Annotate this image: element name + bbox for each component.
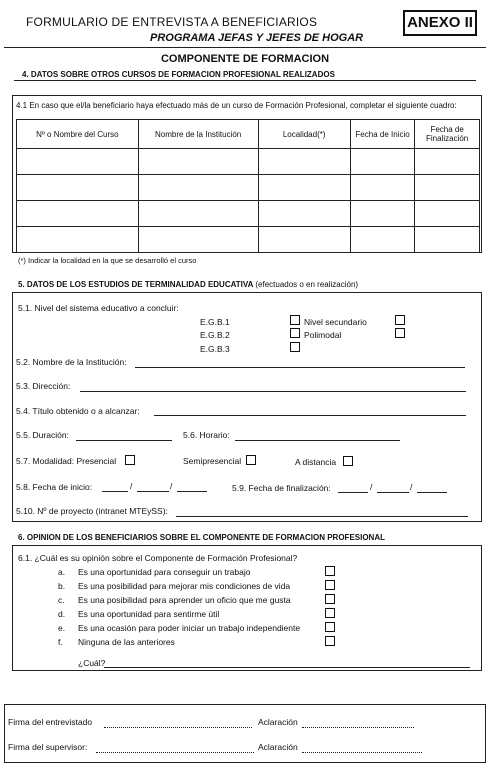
program-subtitle: PROGRAMA JEFAS Y JEFES DE HOGAR [150, 32, 364, 44]
supervisor-signature-label: Firma del supervisor: [8, 742, 88, 752]
date-separator: / [410, 482, 413, 492]
question-4-1: 4.1 En caso que el/la beneficiario haya efectuado más de un curso de Formación Profesional, completar el siguiente cuadro: [16, 101, 457, 110]
table-cell[interactable] [350, 175, 414, 201]
option-text: Es una ocasión para poder iniciar un trabajo independiente [78, 623, 301, 633]
section6-box [12, 545, 482, 671]
distancia-label: A distancia [295, 457, 337, 467]
option-text: Ninguna de las anteriores [78, 637, 175, 647]
table-cell[interactable] [138, 149, 258, 175]
question-6-1: 6.1. ¿Cuál es su opinión sobre el Componente de Formación Profesional? [18, 553, 298, 563]
col-locality: Localidad(*) [258, 120, 350, 149]
interviewee-aclaracion-field[interactable] [302, 727, 414, 728]
table-cell[interactable] [258, 227, 350, 253]
table-cell[interactable] [138, 201, 258, 227]
table-cell[interactable] [415, 175, 480, 201]
address-field[interactable] [80, 391, 466, 392]
question-5-4: 5.4. Título obtenido o a alcanzar: [16, 406, 140, 416]
option-letter: d. [58, 609, 66, 619]
courses-table [16, 119, 480, 253]
supervisor-aclaracion-field[interactable] [302, 752, 422, 753]
option-e-checkbox[interactable] [325, 622, 335, 632]
question-5-10: 5.10. Nº de proyecto (intranet MTEySS): [16, 506, 168, 516]
signature-box [4, 704, 486, 763]
table-row [17, 175, 480, 201]
date-separator: / [370, 482, 373, 492]
aclaracion-label: Aclaración [258, 717, 298, 727]
end-month-field[interactable] [377, 492, 409, 493]
form-title: FORMULARIO DE ENTREVISTA A BENEFICIARIOS [26, 15, 318, 29]
table-cell[interactable] [350, 227, 414, 253]
option-letter: f. [58, 637, 63, 647]
semipresencial-checkbox[interactable] [246, 455, 256, 465]
question-5-6: 5.6. Horario: [183, 430, 230, 440]
start-year-field[interactable] [177, 491, 207, 492]
egb1-label: E.G.B.1 [200, 317, 230, 327]
table-cell[interactable] [350, 201, 414, 227]
question-5-9: 5.9. Fecha de finalización: [232, 483, 331, 493]
table-cell[interactable] [138, 227, 258, 253]
secundario-checkbox[interactable] [395, 315, 405, 325]
project-number-field[interactable] [176, 516, 468, 517]
institution-field[interactable] [135, 367, 465, 368]
divider [14, 80, 476, 81]
polimodal-checkbox[interactable] [395, 328, 405, 338]
egb3-label: E.G.B.3 [200, 344, 230, 354]
question-5-5: 5.5. Duración: [16, 430, 69, 440]
option-c-checkbox[interactable] [325, 594, 335, 604]
egb1-checkbox[interactable] [290, 315, 300, 325]
table-cell[interactable] [17, 149, 139, 175]
egb3-checkbox[interactable] [290, 342, 300, 352]
section5-heading: 5. DATOS DE LOS ESTUDIOS DE TERMINALIDAD EDUCATIVA [18, 280, 254, 289]
polimodal-label: Polimodal [304, 330, 342, 340]
table-cell[interactable] [17, 201, 139, 227]
component-title: COMPONENTE DE FORMACION [160, 53, 330, 65]
option-letter: e. [58, 623, 66, 633]
question-5-3: 5.3. Dirección: [16, 381, 71, 391]
distancia-checkbox[interactable] [343, 456, 353, 466]
option-letter: c. [58, 595, 65, 605]
section5-note: (efectuados o en realización) [255, 280, 359, 289]
degree-field[interactable] [154, 415, 466, 416]
table-row [17, 201, 480, 227]
option-text: Es una oportunidad para sentirme útil [78, 609, 220, 619]
table-cell[interactable] [258, 175, 350, 201]
option-f-checkbox[interactable] [325, 636, 335, 646]
section6-title: 6. OPINION DE LOS BENEFICIARIOS SOBRE EL COMPONENTE DE FORMACION PROFESIONAL [18, 533, 385, 542]
semipresencial-label: Semipresencial [183, 456, 242, 466]
cual-label: ¿Cuál? [78, 658, 106, 668]
option-letter: b. [58, 581, 66, 591]
cual-field[interactable] [104, 667, 470, 668]
option-b-checkbox[interactable] [325, 580, 335, 590]
option-d-checkbox[interactable] [325, 608, 335, 618]
col-end-date: Fecha de Finalización [415, 120, 480, 149]
section5-title [18, 280, 358, 289]
section4-title: 4. DATOS SOBRE OTROS CURSOS DE FORMACION PROFESIONAL REALIZADOS [22, 70, 335, 79]
schedule-field[interactable] [235, 440, 400, 441]
table-header-row [17, 120, 480, 149]
table-cell[interactable] [258, 201, 350, 227]
col-course: Nº o Nombre del Curso [17, 120, 139, 149]
table-cell[interactable] [415, 227, 480, 253]
egb2-checkbox[interactable] [290, 328, 300, 338]
interviewee-signature-label: Firma del entrevistado [8, 717, 93, 727]
end-year-field[interactable] [417, 492, 447, 493]
presencial-checkbox[interactable] [125, 455, 135, 465]
start-month-field[interactable] [137, 491, 169, 492]
table-cell[interactable] [415, 201, 480, 227]
duration-field[interactable] [76, 440, 172, 441]
option-text: Es una posibilidad para aprender un oficio que me gusta [78, 595, 291, 605]
divider [4, 47, 486, 48]
date-separator: / [130, 481, 133, 491]
table-cell[interactable] [415, 149, 480, 175]
question-5-7: 5.7. Modalidad: Presencial [16, 456, 117, 466]
date-separator: / [170, 481, 173, 491]
option-text: Es una posibilidad para mejorar mis condiciones de vida [78, 581, 291, 591]
egb2-label: E.G.B.2 [200, 330, 230, 340]
supervisor-signature-field[interactable] [96, 752, 254, 753]
question-5-1: 5.1. Nivel del sistema educativo a concluir: [18, 303, 179, 313]
table-cell[interactable] [258, 149, 350, 175]
table-cell[interactable] [350, 149, 414, 175]
table-cell[interactable] [17, 175, 139, 201]
table-cell[interactable] [138, 175, 258, 201]
table-row [17, 227, 480, 253]
locality-note: (*) Indicar la localidad en la que se desarrolló el curso [18, 256, 197, 265]
secundario-label: Nivel secundario [304, 317, 367, 327]
annex-badge: ANEXO II [403, 10, 477, 36]
interviewee-signature-field[interactable] [104, 727, 252, 728]
col-institution: Nombre de la Institución [138, 120, 258, 149]
table-row [17, 149, 480, 175]
col-start-date: Fecha de Inicio [350, 120, 414, 149]
option-text: Es una oportunidad para conseguir un trabajo [78, 567, 251, 577]
start-day-field[interactable] [102, 491, 128, 492]
aclaracion-label: Aclaración [258, 742, 298, 752]
table-cell[interactable] [17, 227, 139, 253]
question-5-2: 5.2. Nombre de la Institución: [16, 357, 127, 367]
question-5-8: 5.8. Fecha de inicio: [16, 482, 93, 492]
option-a-checkbox[interactable] [325, 566, 335, 576]
option-letter: a. [58, 567, 66, 577]
end-day-field[interactable] [338, 492, 368, 493]
